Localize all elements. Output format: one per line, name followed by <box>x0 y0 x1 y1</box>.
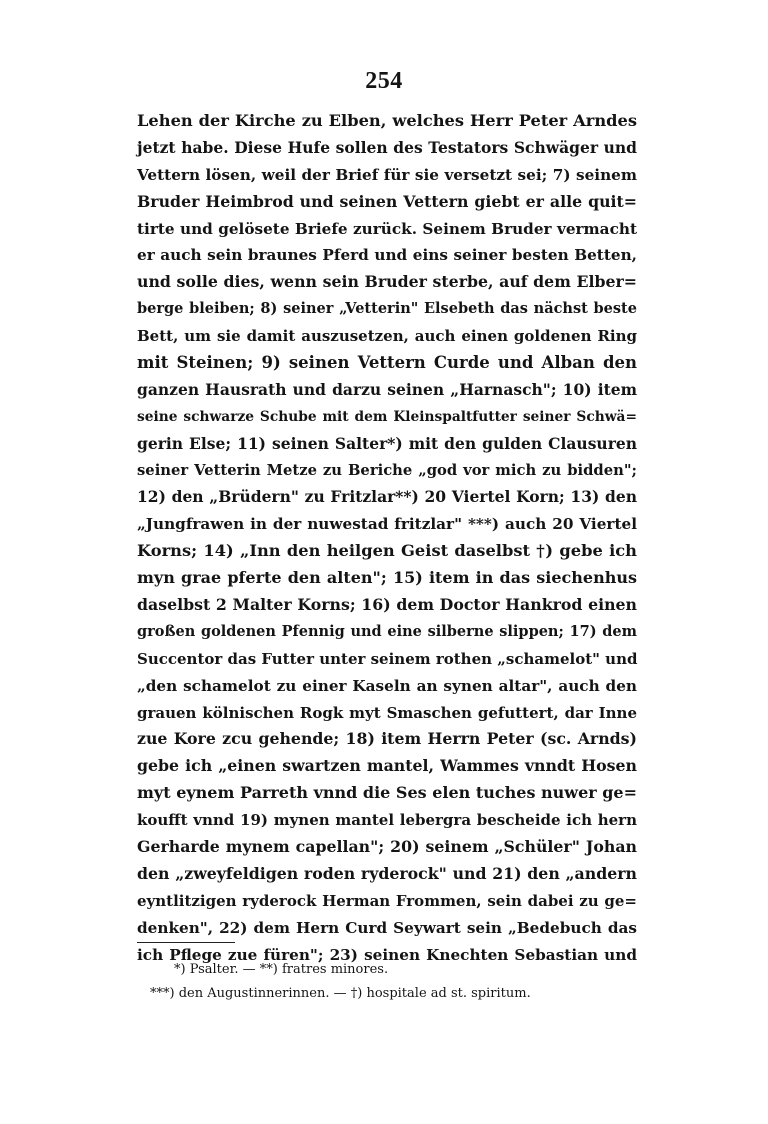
footnote-line: ***) den Augustinnerinnen. — †) hospitale ad st. spiritum. <box>150 986 531 1001</box>
body-line: berge bleiben; 8) seiner „Vetterin" Elsebeth das nächst beste <box>137 300 637 318</box>
body-line: daselbst 2 Malter Korns; 16) dem Doctor Hankrod einen <box>137 595 637 615</box>
body-line: gerin Else; 11) seinen Salter*) mit den gulden Clausuren <box>137 433 637 453</box>
body-line: seine schwarze Schube mit dem Kleinspaltfutter seiner Schwä= <box>137 408 637 425</box>
footnotes <box>150 958 630 1006</box>
body-line: ganzen Hausrath und darzu seinen „Harnasch"; 10) item <box>137 379 637 399</box>
body-line: 12) den „Brüdern" zu Fritzlar**) 20 Viertel Korn; 13) den <box>137 487 637 507</box>
body-line: Lehen der Kirche zu Elben, welches Herr Peter Arndes <box>137 111 637 130</box>
body-line: „Jungfrawen in der nuwestad fritzlar" ***) auch 20 Viertel <box>137 515 637 534</box>
body-line: denken", 22) dem Hern Curd Seywart sein „Bedebuch das <box>137 918 637 937</box>
footnote-line: *) Psalter. — **) fratres minores. <box>174 962 389 977</box>
body-line: tirte und gelösete Briefe zurück. Seinem Bruder vermacht <box>137 219 637 238</box>
body-line: den „zweyfeldigen roden ryderock" und 21) den „andern <box>137 863 637 883</box>
body-line: Vettern lösen, weil der Brief für sie versetzt sei; 7) seinem <box>137 165 637 184</box>
body-line: jetzt habe. Diese Hufe sollen des Testators Schwäger und <box>137 137 637 157</box>
body-line: „den schamelot zu einer Kaseln an synen altar", auch den <box>137 676 637 695</box>
page-number: 254 <box>365 68 403 94</box>
body-line: ich Pflege zue füren"; 23) seinen Knechten Sebastian und <box>137 945 637 964</box>
body-line: myn grae pferte den alten"; 15) item in das siechenhus <box>137 568 637 588</box>
body-line: Gerharde mynem capellan"; 20) seinem „Schüler" Johan <box>137 837 637 857</box>
body-line: Korns; 14) „Inn den heilgen Geist daselbst †) gebe ich <box>137 541 637 561</box>
body-line: Succentor das Futter unter seinem rothen „schamelot" und <box>137 649 638 668</box>
body-line: grauen kölnischen Rogk myt Smaschen gefuttert, dar Inne <box>137 703 637 722</box>
body-line: mit Steinen; 9) seinen Vettern Curde und Alban den <box>137 353 637 373</box>
body-line: koufft vnnd 19) mynen mantel lebergra bescheide ich hern <box>137 811 637 830</box>
body-line: eyntlitzigen ryderock Herman Frommen, sein dabei zu ge= <box>137 891 637 910</box>
body-line: myt eynem Parreth vnnd die Ses elen tuches nuwer ge= <box>137 783 638 803</box>
body-line: und solle dies, wenn sein Bruder sterbe, auf dem Elber= <box>137 272 637 292</box>
body-line: Bruder Heimbrod und seinen Vettern giebt er alle quit= <box>137 191 637 211</box>
body-text <box>137 108 637 969</box>
body-line: er auch sein braunes Pferd und eins seiner besten Betten, <box>137 246 637 265</box>
body-line: Bett, um sie damit auszusetzen, auch einen goldenen Ring <box>137 327 637 346</box>
body-line: seiner Vetterin Metze zu Beriche „god vor mich zu bidden"; <box>137 461 637 479</box>
footnote-separator <box>137 942 235 943</box>
body-line: gebe ich „einen swartzen mantel, Wammes vnndt Hosen <box>137 756 637 776</box>
body-line: zue Kore zcu gehende; 18) item Herrn Peter (sc. Arnds) <box>137 729 637 749</box>
body-line: großen goldenen Pfennig und eine silberne slippen; 17) dem <box>137 622 637 640</box>
